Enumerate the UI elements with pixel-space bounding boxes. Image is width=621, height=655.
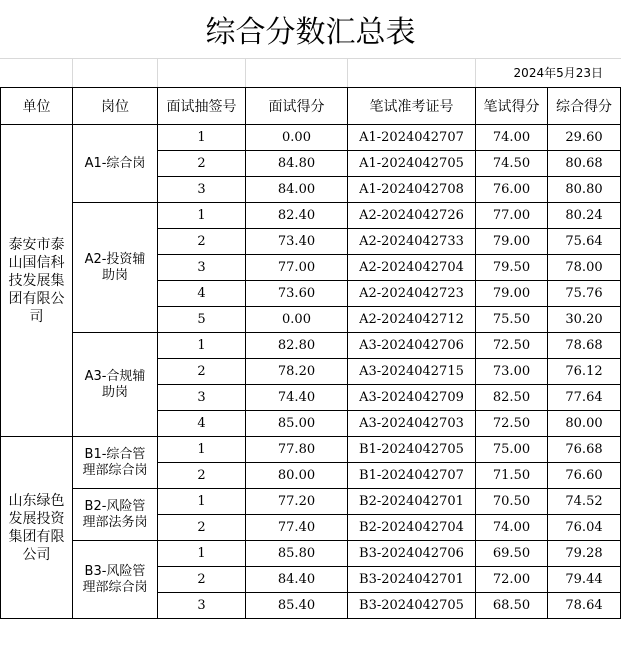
- total-cell: 74.52: [548, 489, 621, 515]
- total-cell: 29.60: [548, 125, 621, 151]
- exam-id-cell: A1-2024042708: [348, 177, 476, 203]
- exam-id-cell: A2-2024042726: [348, 203, 476, 229]
- written-cell: 74.50: [476, 151, 548, 177]
- position-cell: A1-综合岗: [73, 125, 158, 203]
- draw-cell: 3: [158, 255, 246, 281]
- interview-cell: 77.80: [246, 437, 348, 463]
- gridline: [157, 58, 158, 87]
- exam-id-cell: B2-2024042701: [348, 489, 476, 515]
- draw-cell: 3: [158, 385, 246, 411]
- interview-cell: 77.00: [246, 255, 348, 281]
- interview-cell: 84.40: [246, 567, 348, 593]
- position-cell: A2-投资辅助岗: [73, 203, 158, 333]
- draw-cell: 1: [158, 125, 246, 151]
- draw-cell: 2: [158, 229, 246, 255]
- header-draw-number: 面试抽签号: [158, 88, 246, 125]
- header-row: [1, 88, 621, 125]
- exam-id-cell: A1-2024042707: [348, 125, 476, 151]
- total-cell: 75.76: [548, 281, 621, 307]
- header-exam-id: 笔试准考证号: [348, 88, 476, 125]
- written-cell: 73.00: [476, 359, 548, 385]
- interview-cell: 0.00: [246, 307, 348, 333]
- exam-id-cell: B3-2024042705: [348, 593, 476, 619]
- exam-id-cell: A2-2024042704: [348, 255, 476, 281]
- exam-id-cell: B2-2024042704: [348, 515, 476, 541]
- total-cell: 79.28: [548, 541, 621, 567]
- header-written-score: 笔试得分: [476, 88, 548, 125]
- exam-id-cell: B3-2024042706: [348, 541, 476, 567]
- total-cell: 80.80: [548, 177, 621, 203]
- written-cell: 75.00: [476, 437, 548, 463]
- gridline: [347, 58, 348, 87]
- written-cell: 72.00: [476, 567, 548, 593]
- draw-cell: 3: [158, 177, 246, 203]
- gridline: [245, 58, 246, 87]
- header-interview-score: 面试得分: [246, 88, 348, 125]
- exam-id-cell: A3-2024042703: [348, 411, 476, 437]
- total-cell: 80.68: [548, 151, 621, 177]
- exam-id-cell: B1-2024042707: [348, 463, 476, 489]
- interview-cell: 84.80: [246, 151, 348, 177]
- written-cell: 71.50: [476, 463, 548, 489]
- table-row: [1, 125, 621, 151]
- exam-id-cell: A2-2024042712: [348, 307, 476, 333]
- draw-cell: 3: [158, 593, 246, 619]
- written-cell: 79.00: [476, 281, 548, 307]
- interview-cell: 73.40: [246, 229, 348, 255]
- written-cell: 72.50: [476, 411, 548, 437]
- interview-cell: 77.20: [246, 489, 348, 515]
- draw-cell: 2: [158, 463, 246, 489]
- table-row: [1, 541, 621, 567]
- report-date: 2024年5月23日: [513, 66, 603, 80]
- total-cell: 78.00: [548, 255, 621, 281]
- position-cell: B2-风险管理部法务岗: [73, 489, 158, 541]
- unit-cell: 山东绿色发展投资集团有限公司: [1, 437, 73, 619]
- exam-id-cell: A3-2024042706: [348, 333, 476, 359]
- interview-cell: 74.40: [246, 385, 348, 411]
- draw-cell: 1: [158, 437, 246, 463]
- draw-cell: 1: [158, 541, 246, 567]
- written-cell: 74.00: [476, 125, 548, 151]
- total-cell: 80.00: [548, 411, 621, 437]
- score-table: [0, 87, 621, 619]
- total-cell: 78.68: [548, 333, 621, 359]
- exam-id-cell: A2-2024042733: [348, 229, 476, 255]
- draw-cell: 2: [158, 151, 246, 177]
- exam-id-cell: A3-2024042715: [348, 359, 476, 385]
- total-cell: 30.20: [548, 307, 621, 333]
- draw-cell: 2: [158, 359, 246, 385]
- total-cell: 76.04: [548, 515, 621, 541]
- total-cell: 76.12: [548, 359, 621, 385]
- total-cell: 75.64: [548, 229, 621, 255]
- table-row: [1, 203, 621, 229]
- gridline: [475, 58, 476, 87]
- written-cell: 69.50: [476, 541, 548, 567]
- written-cell: 79.50: [476, 255, 548, 281]
- interview-cell: 80.00: [246, 463, 348, 489]
- written-cell: 74.00: [476, 515, 548, 541]
- position-cell: A3-合规辅助岗: [73, 333, 158, 437]
- written-cell: 68.50: [476, 593, 548, 619]
- written-cell: 77.00: [476, 203, 548, 229]
- exam-id-cell: B3-2024042701: [348, 567, 476, 593]
- written-cell: 79.00: [476, 229, 548, 255]
- total-cell: 77.64: [548, 385, 621, 411]
- written-cell: 72.50: [476, 333, 548, 359]
- interview-cell: 78.20: [246, 359, 348, 385]
- exam-id-cell: A1-2024042705: [348, 151, 476, 177]
- interview-cell: 85.40: [246, 593, 348, 619]
- interview-cell: 82.40: [246, 203, 348, 229]
- draw-cell: 1: [158, 489, 246, 515]
- exam-id-cell: A2-2024042723: [348, 281, 476, 307]
- total-cell: 78.64: [548, 593, 621, 619]
- interview-cell: 73.60: [246, 281, 348, 307]
- interview-cell: 82.80: [246, 333, 348, 359]
- header-total-score: 综合得分: [548, 88, 621, 125]
- draw-cell: 1: [158, 333, 246, 359]
- interview-cell: 85.00: [246, 411, 348, 437]
- interview-cell: 84.00: [246, 177, 348, 203]
- table-row: [1, 333, 621, 359]
- written-cell: 82.50: [476, 385, 548, 411]
- position-cell: B3-风险管理部综合岗: [73, 541, 158, 619]
- header-position: 岗位: [73, 88, 158, 125]
- exam-id-cell: A3-2024042709: [348, 385, 476, 411]
- draw-cell: 4: [158, 281, 246, 307]
- header-unit: 单位: [1, 88, 73, 125]
- written-cell: 70.50: [476, 489, 548, 515]
- exam-id-cell: B1-2024042705: [348, 437, 476, 463]
- interview-cell: 85.80: [246, 541, 348, 567]
- table-row: [1, 489, 621, 515]
- draw-cell: 4: [158, 411, 246, 437]
- table-row: [1, 437, 621, 463]
- draw-cell: 5: [158, 307, 246, 333]
- draw-cell: 1: [158, 203, 246, 229]
- total-cell: 76.60: [548, 463, 621, 489]
- written-cell: 76.00: [476, 177, 548, 203]
- interview-cell: 0.00: [246, 125, 348, 151]
- draw-cell: 2: [158, 515, 246, 541]
- total-cell: 79.44: [548, 567, 621, 593]
- total-cell: 80.24: [548, 203, 621, 229]
- draw-cell: 2: [158, 567, 246, 593]
- written-cell: 75.50: [476, 307, 548, 333]
- page-title: 综合分数汇总表: [205, 15, 416, 50]
- gridline: [72, 58, 73, 87]
- interview-cell: 77.40: [246, 515, 348, 541]
- total-cell: 76.68: [548, 437, 621, 463]
- position-cell: B1-综合管理部综合岗: [73, 437, 158, 489]
- unit-cell: 泰安市泰山国信科技发展集团有限公司: [1, 125, 73, 437]
